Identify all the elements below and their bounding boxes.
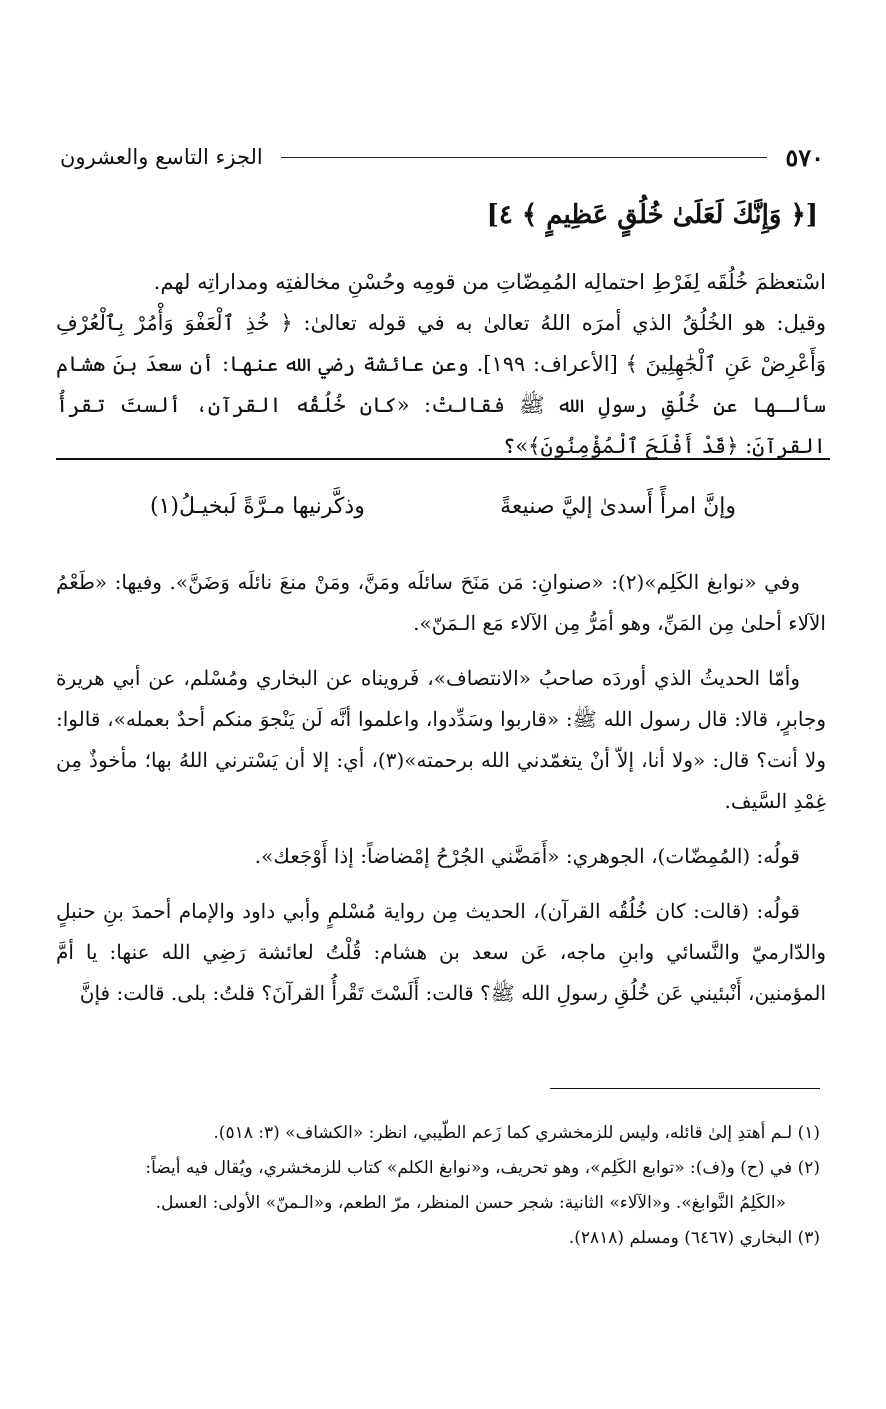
commentary-text: [56, 262, 826, 467]
footnote-rule: [550, 1088, 820, 1089]
commentary-line-1: اسْتعظمَ خُلُقَه لِفَرْطِ احتمالِه المُمِضّاتِ من قومِه وحُسْنِ مخالفتِه ومداراتِه لهم.: [153, 270, 826, 294]
poem-hemistich-first: وإنَّ امرأً أَسدىٰ إليَّ صنيعةً: [500, 494, 736, 519]
gloss-paragraph: وأمّا الحديثُ الذي أوردَه صاحبُ «الانتصاف»، فَرويناه عن البخاري ومُسْلم، عن أبي هريرة وجابرٍ، قالا: قال رسول الله ﷺ: «قاربوا وسَدِّدوا، واعلموا أنَّه لَن يَنْجوَ منكم أحدٌ بعمله»، قالوا: ولا أنت؟ قال: «ولا أنا، إلاّ أنْ يتغمّدني الله برحمته»(٣)، أي: إلا أن يَسْترني اللهُ بها؛ مأخوذٌ مِن غِمْدِ السَّيف.: [56, 666, 826, 813]
footnote-1: (١) لـم أهتدِ إلىٰ قائله، وليس للزمخشري كما زَعم الطّيبي، انظر: «الكشاف» (٣: ٥١٨).: [213, 1123, 820, 1143]
poem-verse: [150, 494, 736, 519]
footnote-3: (٣) البخاري (٦٤٦٧) ومسلم (٢٨١٨).: [568, 1228, 820, 1248]
commentary-line-2: وقيل: هو الخُلُقُ الذي أمرَه اللهُ تعالىٰ به في قوله تعالىٰ: ﴿ خُذِ ٱلْعَفْوَ وَأْمُرْ بِٱلْعُرْفِ وَأَعْرِضْ عَنِ ٱلْجَٰهِلِينَ ﴾ [الأعراف: ١٩٩]. وعن عائشة رضي الله عنها: أن سعدَ بنَ هشام سألـها عن خُلُقِ رسولِ الله ﷺ فقالتْ: «كان خُلُقُه القرآن، ألستَ تقرأُ القرآنَ: ﴿قَدْ أَفْلَحَ ٱلْمُؤْمِنُونَ﴾»؟: [56, 311, 826, 458]
footnotes: [56, 1116, 820, 1256]
running-title: الجزء التاسع والعشرون: [60, 145, 263, 169]
page-header: [60, 140, 824, 174]
quran-verse-heading: [﴿ وَإِنَّكَ لَعَلَىٰ خُلُقٍ عَظِيمٍ ﴾ ٤]: [486, 200, 818, 230]
footnote-2: (٢) في (ح) و(ف): «توابع الكَلِم»، وهو تحريف، و«نوابغ الكلم» كتاب للزمخشري، ويُقال فيه أيضاً:: [145, 1158, 820, 1178]
section-divider: [56, 458, 830, 460]
gloss-paragraph: قولُه: (المُمِضّات)، الجوهري: «أَمَضَّني الجُرْحُ إمْضاضاً: إذا أَوْجَعك».: [254, 844, 800, 868]
gloss-paragraph: وفي «نوابغ الكَلِم»(٢): «صنوانِ: مَن مَنَحَ سائلَه ومَنَّ، ومَنْ منعَ نائلَه وَضَنَّ». وفيها: «طَعْمُ الآلاء أحلىٰ مِن المَنِّ، وهو أمَرُّ مِن الآلاء مَع الـمَنّ».: [56, 570, 826, 635]
gloss-text: [56, 562, 826, 1028]
gloss-paragraph: قولُه: (قالت: كان خُلُقُه القرآن)، الحديث مِن رواية مُسْلمٍ وأبي داود والإمام أحمدَ بنِ حنبلٍ والدّارميّ والنَّسائي وابنِ ماجه، عَن سعد بن هشام: قُلْتُ لعائشة رَضِي الله عنها: يا أمَّ المؤمنين، أَنْبئيني عَن خُلُقِ رسولِ الله ﷺ؟ قالت: أَلَسْتَ تَقْرأُ القرآنَ؟ قلتُ: بلى. قالت: فإنَّ: [56, 899, 826, 1005]
footnote-2-continuation: «الكَلِمُ النَّوابغ». و«الآلاء» الثانية: شجر حسن المنظر، مرّ الطعم، و«الـمنّ» الأولى: العسل.: [155, 1193, 786, 1213]
page-number: ٥٧٠: [785, 142, 824, 172]
header-rule: [281, 157, 768, 158]
poem-hemistich-second: وذكَّرنيها مـرَّةً لَبخيـلُ(١): [150, 494, 365, 519]
